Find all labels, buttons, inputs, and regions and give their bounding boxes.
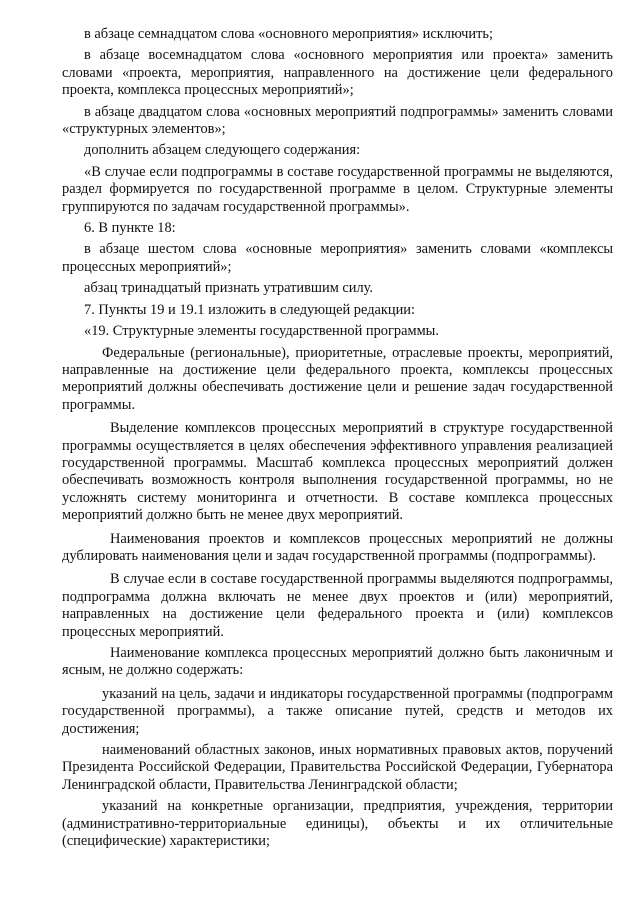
paragraph-11: Федеральные (региональные), приоритетные, отраслевые проекты, мероприятий, направленные на достижение цели федерального проекта, комплексы процессных мероприятий должны обеспечивать достижение цели и решение задач государственной программы.: [62, 344, 613, 413]
paragraph-16: указаний на цель, задачи и индикаторы государственной программы (подпрограмм государственной программы), а также описание путей, средств и методов их достижения;: [62, 685, 613, 737]
paragraph-5: «В случае если подпрограммы в составе государственной программы не выделяются, раздел формируется по государственной программе в целом. Структурные элементы группируются по задачам государственной программы».: [62, 163, 613, 215]
paragraph-3: в абзаце двадцатом слова «основных мероприятий подпрограммы» заменить словами «структурных элементов»;: [62, 103, 613, 138]
paragraph-7: в абзаце шестом слова «основные мероприятия» заменить словами «комплексы процессных мероприятий»;: [62, 241, 613, 275]
paragraph-15: Наименование комплекса процессных мероприятий должно быть лаконичным и ясным, не должно содержать:: [62, 645, 613, 679]
paragraph-12: Выделение комплексов процессных мероприятий в структуре государственной программы осуществляется в целях обеспечения эффективного управления реализацией государственной программы. Масштаб комплекса процессных мероприятий должен обеспечивать возможность контроля выполнения государственной программы, но не усложнять систему мониторинга и отчетности. В составе комплекса процессных мероприятий должно быть не менее двух мероприятий.: [62, 420, 613, 524]
paragraph-14: В случае если в составе государственной программы выделяются подпрограммы, подпрограмма должна включать не менее двух проектов и (или) мероприятий, направленных на достижение цели федерального проекта и (или) комплексов процессных мероприятий.: [62, 571, 613, 640]
paragraph-9: 7. Пункты 19 и 19.1 изложить в следующей редакции:: [84, 301, 415, 318]
paragraph-2: в абзаце восемнадцатом слова «основного мероприятия или проекта» заменить словами «проекта, мероприятия, направленного на достижение цели федерального проекта, комплекса процессных мероприятий»;: [62, 47, 613, 99]
document-page: [62, 26, 613, 850]
paragraph-10: «19. Структурные элементы государственной программы.: [84, 323, 439, 340]
paragraph-6: 6. В пункте 18:: [84, 220, 176, 237]
paragraph-17: наименований областных законов, иных нормативных правовых актов, поручений Президента Российской Федерации, Правительства Российской Федерации, Губернатора Ленинградской области, Правительства Ленинградской области;: [62, 742, 613, 793]
paragraph-1: в абзаце семнадцатом слова «основного мероприятия» исключить;: [84, 26, 493, 42]
paragraph-18: указаний на конкретные организации, предприятия, учреждения, территории (административно-территориальные единицы), объекты и их отличительные (специфические) характеристики;: [62, 798, 613, 850]
paragraph-4: дополнить абзацем следующего содержания:: [84, 142, 361, 159]
paragraph-8: абзац тринадцатый признать утратившим силу.: [84, 280, 374, 297]
paragraph-13: Наименования проектов и комплексов процессных мероприятий не должны дублировать наименования цели и задач государственной программы (подпрограммы).: [62, 530, 613, 564]
